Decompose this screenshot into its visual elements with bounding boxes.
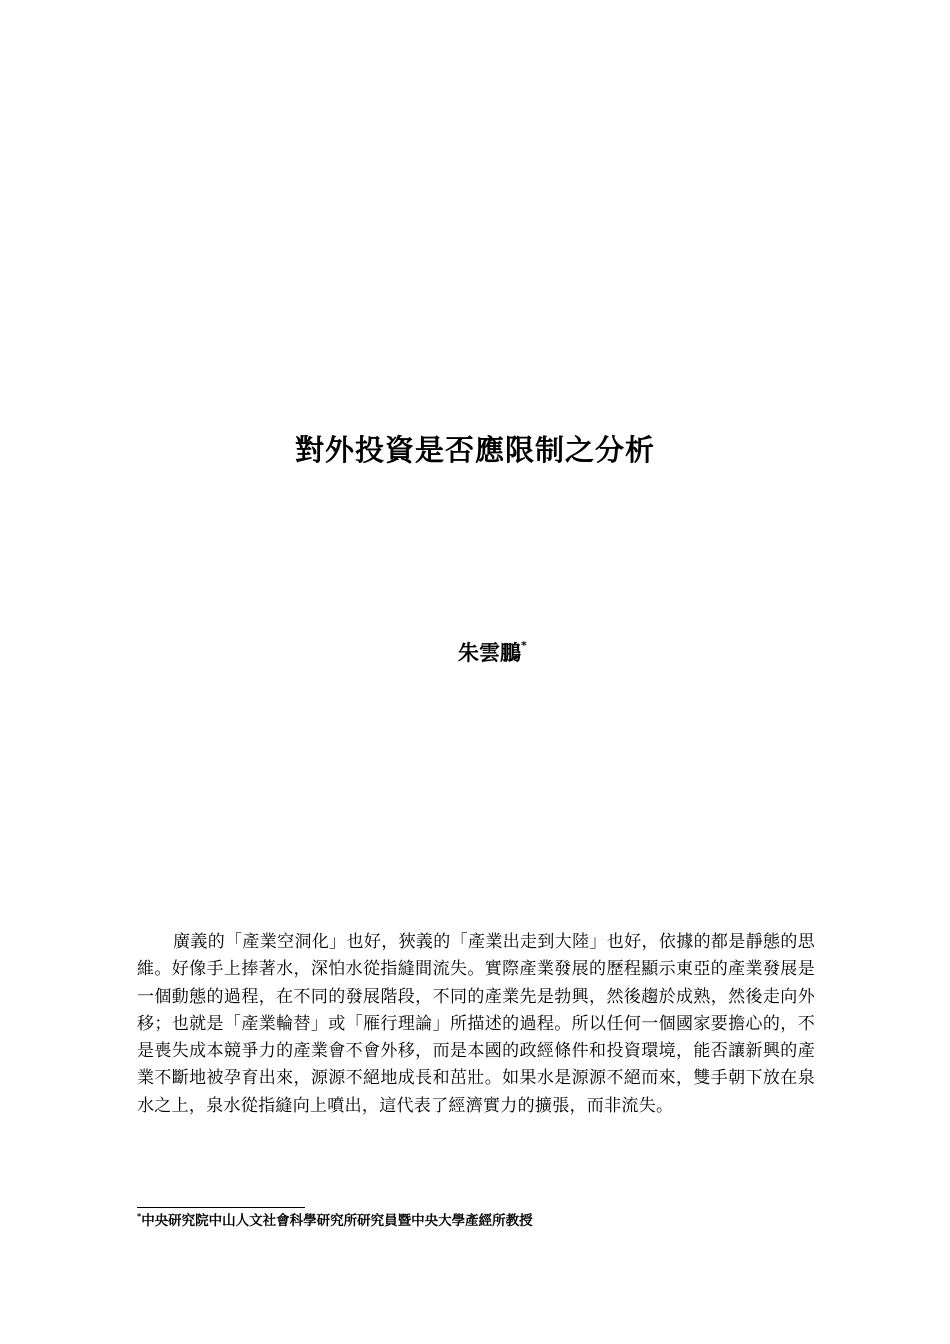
author-line: [458, 638, 527, 668]
abstract-paragraph: 廣義的「產業空洞化」也好，狹義的「產業出走到大陸」也好，依據的都是靜態的思維。好像手上捧著水，深怕水從指縫間流失。實際產業發展的歷程顯示東亞的產業發展是一個動態的過程，在不同的發展階段，不同的產業先是勃興，然後趨於成熟，然後走向外移；也就是「產業輪替」或「雁行理論」所描述的過程。所以任何一個國家要擔心的，不是喪失成本競爭力的產業會不會外移，而是本國的政經條件和投資環境，能否讓新興的產業不斷地被孕育出來，源源不絕地成長和茁壯。如果水是源源不絕而來，雙手朝下放在泉水之上，泉水從指縫向上噴出，這代表了經濟實力的擴張，而非流失。: [137, 932, 815, 1116]
footnote-divider: [137, 1207, 305, 1208]
footnote-marker: *: [137, 1212, 142, 1221]
footnote: [137, 1212, 533, 1230]
author-name: 朱雲鵬: [458, 641, 521, 665]
footnote-text: 中央研究院中山人文社會科學研究所研究員暨中央大學產經所教授: [141, 1213, 533, 1229]
paper-title: 對外投資是否應限制之分析: [294, 433, 655, 467]
author-footnote-marker: *: [521, 639, 527, 652]
